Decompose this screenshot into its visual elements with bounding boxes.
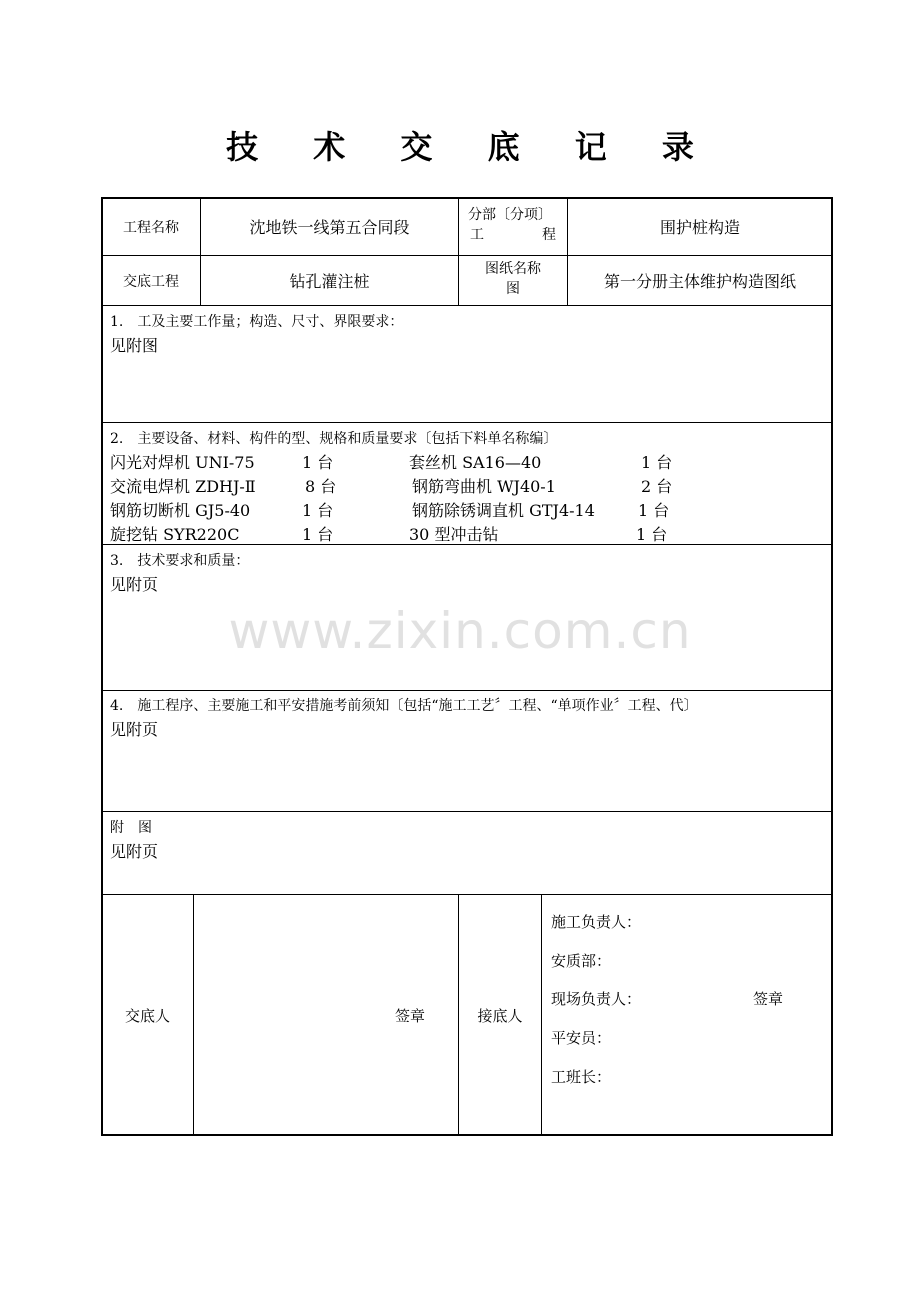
drawing-name-label: 图纸名称 图 bbox=[485, 261, 541, 297]
section-3-body: 见附页 bbox=[110, 575, 159, 594]
team-leader-label: 工班长： bbox=[551, 1068, 612, 1086]
row-divider bbox=[102, 305, 832, 306]
handover-receiver-label: 接底人 bbox=[477, 1006, 523, 1025]
giver-seal-label: 签章 bbox=[395, 1007, 426, 1025]
equipment-qty: 1 台 bbox=[638, 501, 670, 520]
handover-project-label: 交底工程 bbox=[123, 273, 179, 290]
equipment-qty: 1 台 bbox=[302, 525, 334, 544]
row-divider bbox=[102, 690, 832, 691]
attachment-heading: 附 图 bbox=[110, 820, 152, 836]
construction-lead-label: 施工负责人： bbox=[551, 913, 642, 931]
page-title: 技 术 交 底 记 录 bbox=[226, 128, 716, 166]
handover-giver-label: 交底人 bbox=[124, 1006, 170, 1025]
equipment-item: 钢筋弯曲机 WJ40-1 bbox=[412, 477, 556, 496]
section-1-body: 见附图 bbox=[110, 336, 159, 355]
equipment-item: 30 型冲击钻 bbox=[409, 525, 499, 544]
equipment-item: 交流电焊机 ZDHJ-Ⅱ bbox=[110, 477, 256, 496]
section-3-heading: 3. 技术要求和质量： bbox=[110, 553, 250, 569]
drawing-name-value: 第一分册主体维护构造图纸 bbox=[603, 272, 796, 291]
equipment-qty: 1 台 bbox=[636, 525, 668, 544]
watermark: www.zixin.com.cn bbox=[228, 602, 692, 660]
equipment-qty: 1 台 bbox=[641, 453, 673, 472]
safety-officer-label: 平安员： bbox=[551, 1029, 612, 1047]
equipment-item: 钢筋切断机 GJ5-40 bbox=[110, 501, 251, 520]
section-4-body: 见附页 bbox=[110, 720, 159, 739]
handover-project-value: 钻孔灌注桩 bbox=[289, 272, 370, 291]
section-4-heading: 4. 施工程序、主要施工和平安措施考前须知〔包括“施工工艺〞工程、“单项作业〞工程、代〕 bbox=[110, 698, 698, 714]
row-divider bbox=[102, 422, 832, 423]
equipment-qty: 8 台 bbox=[305, 477, 337, 496]
receiver-seal-label: 签章 bbox=[753, 990, 784, 1008]
section-1-heading: 1. 工及主要工作量；构造、尺寸、界限要求： bbox=[110, 314, 404, 330]
equipment-item: 旋挖钻 SYR220C bbox=[110, 525, 240, 544]
site-lead-label: 现场负责人： bbox=[551, 990, 642, 1008]
section-2-heading: 2. 主要设备、材料、构件的型、规格和质量要求〔包括下料单名称编〕 bbox=[110, 431, 558, 447]
equipment-qty: 1 台 bbox=[302, 501, 334, 520]
column-divider bbox=[541, 895, 542, 1135]
equipment-item: 钢筋除锈调直机 GTJ4-14 bbox=[412, 501, 595, 520]
equipment-item: 闪光对焊机 UNI-75 bbox=[110, 453, 255, 472]
column-divider bbox=[193, 895, 194, 1135]
equipment-qty: 1 台 bbox=[302, 453, 334, 472]
quality-dept-label: 安质部： bbox=[551, 952, 612, 970]
project-name-value: 沈地铁一线第五合同段 bbox=[249, 218, 410, 237]
row-divider bbox=[102, 811, 832, 812]
equipment-item: 套丝机 SA16—40 bbox=[409, 453, 542, 472]
project-name-label: 工程名称 bbox=[123, 219, 179, 236]
equipment-qty: 2 台 bbox=[641, 477, 673, 496]
sub-project-label: 分部〔分项〕 工 程 bbox=[468, 207, 556, 243]
sub-project-value: 围护桩构造 bbox=[659, 218, 740, 237]
attachment-body: 见附页 bbox=[110, 842, 159, 861]
